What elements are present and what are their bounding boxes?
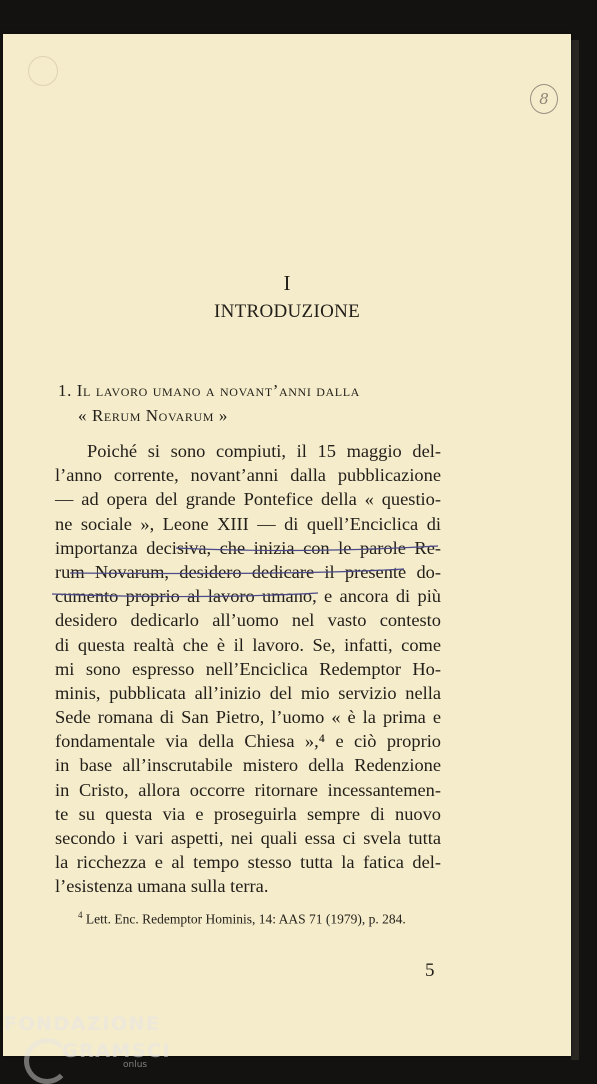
- section-heading-line-2: « Rerum Novarum »: [78, 406, 229, 425]
- watermark-line-1: FONDAZIONE: [4, 1013, 161, 1035]
- body-line: in base all’inscrutabile mistero della Redenzione: [55, 755, 441, 776]
- chapter-number: I: [283, 271, 291, 295]
- body-line: l’anno corrente, novant’anni dalla pubblicazione: [55, 465, 441, 486]
- section-heading-line-1: 1. Il lavoro umano a novant’anni dalla: [58, 381, 360, 400]
- footnote-mark: 4: [78, 910, 83, 920]
- body-line: ne sociale », Leone XIII — di quell’Enciclica di: [55, 513, 441, 534]
- chapter-title: INTRODUZIONE: [213, 301, 361, 322]
- page-number: 5: [425, 960, 435, 981]
- body-line: minis, pubblicata all’inizio del mio servizio nella: [55, 682, 441, 703]
- document-page: [3, 34, 571, 1056]
- body-line: l’esistenza umana sulla terra.: [55, 876, 269, 897]
- bleed-through-mark: [28, 56, 58, 86]
- body-line: rum Novarum, desidero dedicare il presente do-: [55, 561, 441, 582]
- handwritten-number: 8: [539, 90, 549, 108]
- body-line: mi sono espresso nell’Enciclica Redemptor Ho-: [55, 658, 441, 679]
- body-line: desidero dedicarlo all’uomo nel vasto contesto: [55, 610, 441, 631]
- body-line: cumento proprio al lavoro umano, e ancora di più: [55, 586, 441, 607]
- body-line: secondo i vari aspetti, nei quali essa ci svela tutta: [55, 828, 441, 848]
- page-edge-shadow: [571, 40, 579, 1060]
- body-line: importanza decisiva, che inizia con le parole Re-: [55, 537, 441, 558]
- handwritten-page-annotation: [530, 84, 558, 114]
- body-line: la ricchezza e al tempo stesso tutta la fatica del-: [55, 852, 441, 873]
- body-line: Sede romana di San Pietro, l’uomo « è la prima e: [55, 707, 441, 728]
- section-heading: [58, 378, 443, 428]
- body-paragraph: [55, 439, 441, 899]
- body-line: — ad opera del grande Pontefice della « questio-: [55, 489, 441, 510]
- body-line: te su questa via e proseguirla sempre di nuovo: [55, 803, 441, 824]
- body-line: Poiché si sono compiuti, il 15 maggio del-: [87, 441, 441, 461]
- body-line: in Cristo, allora occorre ritornare incessantemen-: [55, 779, 441, 800]
- footnote-text: Lett. Enc. Redemptor Hominis, 14: AAS 71 (1979), p. 284.: [85, 911, 406, 927]
- body-line: di questa realtà che è il lavoro. Se, infatti, come: [55, 634, 441, 655]
- watermark-line-2: GRAMSCI: [62, 1040, 172, 1062]
- watermark-suffix: onlus: [123, 1060, 148, 1070]
- body-line: fondamentale via della Chiesa »,⁴ e ciò proprio: [55, 731, 441, 752]
- footnote: [78, 910, 406, 928]
